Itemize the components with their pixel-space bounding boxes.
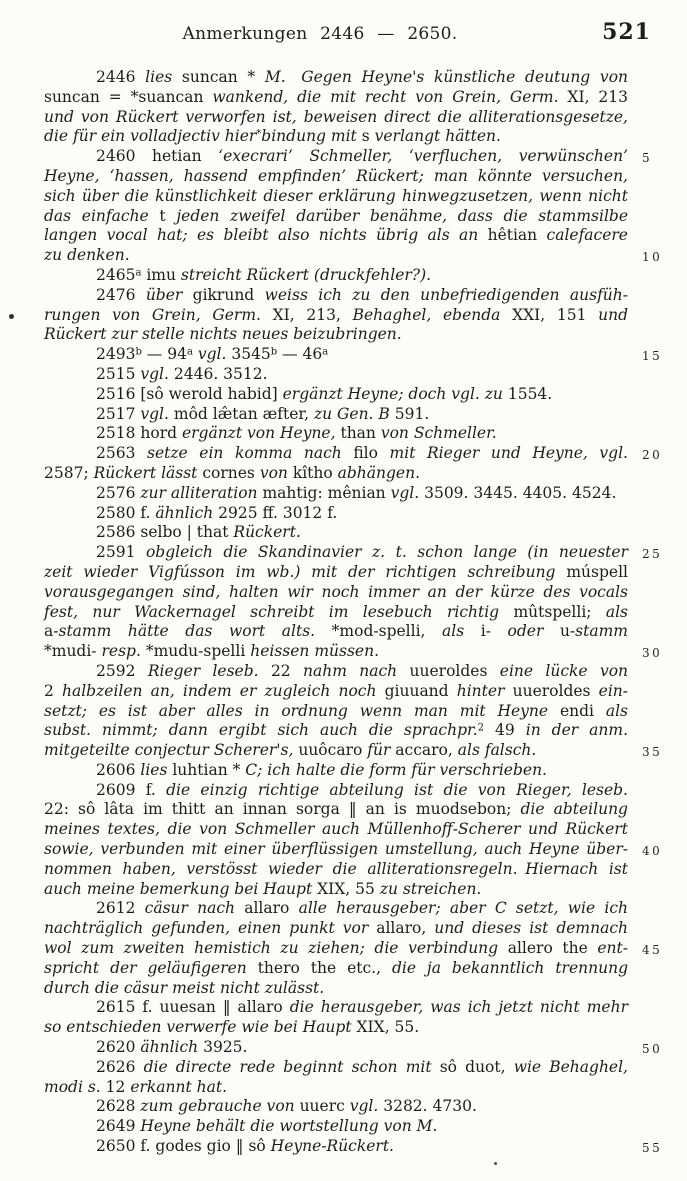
text-line: 2587; Rückert lässt cornes von kîtho abhängen. [44, 463, 421, 482]
text-line: das einfache t jeden zweifel darüber benähme, dass die stammsilbe [44, 206, 629, 225]
text-line: 2476 über gikrund weiss ich zu den unbefriedigenden ausfüh- [96, 285, 629, 304]
text-line: und von Rückert verworfen ist, beweisen direct die alliterationsgesetze, [44, 107, 628, 126]
page-number: 521 [602, 19, 651, 45]
text-line: subst. nimmt; dann ergibt sich auch die sprachpr.$^2$ 49 in der anm. [44, 721, 628, 740]
margin-line-number: 5 [642, 151, 653, 166]
running-head: Anmerkungen 2446 — 2650. [182, 24, 458, 44]
text-line: 2606 lies luhtian * C; ich halte die form für verschrieben. [96, 760, 547, 779]
text-line: 2580 f. ähnlich 2925 ff. 3012 f. [96, 503, 338, 522]
text-line: *mudi- resp. *mudu-spelli heissen müssen. 30 [44, 642, 628, 662]
margin-line-number: 15 [642, 349, 663, 364]
text-line: zu denken. 10 [44, 246, 628, 266]
margin-line-number: 25 [642, 547, 663, 562]
text-line: a-stamm hätte das wort alts. *mod-spelli, als i- oder u-stamm [44, 622, 628, 641]
text-line: 2576 zur alliteration mahtig: mênian vgl. 3509. 3445. 4405. 4524. [96, 483, 617, 502]
margin-line-number: 20 [642, 448, 663, 463]
text-line: 2446 lies suncan * M. Gegen Heyne's künstliche deutung von [96, 68, 629, 86]
ink-speck [494, 1162, 497, 1165]
text-line: so entschieden verwerfe wie bei Haupt XIX, 55. [44, 1018, 420, 1037]
text-line: 2615 f. uuesan ‖ allaro die herausgeber, was ich jetzt nicht mehr [96, 998, 628, 1017]
text-line: 2626 die directe rede beginnt schon mit sô duot, wie Behaghel, [96, 1057, 628, 1076]
text-line: fest, nur Wackernagel schreibt im lesebuch richtig mûtspelli; als [44, 602, 628, 621]
text-line: 22: sô lâta im thitt an innan sorga ‖ an is muodsebon; die abteilung [44, 800, 628, 819]
text-line: spricht der geläufigeren thero the etc., die ja bekanntlich trennung [44, 958, 628, 977]
text-line: meines textes, die von Schmeller auch Müllenhoff-Scherer und Rückert [44, 820, 628, 839]
text-line: Heyne, ‘hassen, hassend empfinden’ Rückert; man könnte versuchen, [44, 166, 628, 185]
text-line: zeit wieder Vigfússon im wb.) mit der richtigen schreibung múspell [44, 562, 628, 581]
text-line: 2493$^b$ — 94$^a$ vgl. 3545$^b$ — 46$^a$ 15 [44, 345, 628, 365]
margin-bullet [9, 314, 14, 319]
margin-line-number: 55 [642, 1141, 663, 1156]
text-line: 2620 ähnlich 3925. 50 [44, 1038, 628, 1058]
margin-line-number: 40 [642, 844, 663, 859]
text-line: sowie, verbunden mit einer überflüssigen umstellung, auch Heyne über- 40 [44, 840, 628, 860]
text-line: suncan = *suancan wankend, die mit recht von Grein, Germ. XI, 213 [44, 87, 628, 106]
margin-line-number: 30 [642, 646, 663, 661]
text-line: 2586 selbo | that Rückert. [96, 523, 301, 542]
text-line: die für ein volladjectiv hier*bindung mit s verlangt hätten. [44, 127, 501, 146]
text-line: 2517 vgl. môd læ̂tan æfter, zu Gen. B 591. [96, 404, 430, 423]
text-line: rungen von Grein, Germ. XI, 213, Behaghel, ebenda XXI, 151 und [44, 306, 628, 326]
text-line: 2563 setze ein komma nach filo mit Rieger und Heyne, vgl. 20 [44, 444, 628, 464]
text-line: vorausgegangen sind, halten wir noch immer an der kürze des vocals [44, 582, 628, 601]
text-line: 2 halbzeilen an, indem er zugleich noch giuuand hinter uueroldes ein- [44, 681, 628, 700]
text-line: 2518 hord ergänzt von Heyne, than von Schmeller. [96, 424, 497, 443]
text-line: 2515 vgl. 2446. 3512. [96, 364, 268, 383]
text-line: 2650 f. godes gio ‖ sô Heyne-Rückert. 55 [44, 1137, 628, 1157]
text-line: 2465$^a$ imu streicht Rückert (druckfehler?). [96, 265, 432, 284]
text-line: langen vocal hat; es bleibt also nichts übrig als an hêtian calefacere [44, 226, 628, 245]
margin-line-number: 10 [642, 250, 663, 265]
text-line: Rückert zur stelle nichts neues beizubringen. [44, 325, 402, 344]
text-line: sich über die künstlichkeit dieser erklärung hinwegzusetzen, wenn nicht [44, 186, 628, 205]
margin-line-number: 35 [642, 745, 663, 760]
text-line: setzt; es ist aber alles in ordnung wenn man mit Heyne endi als [44, 701, 628, 720]
page-body [44, 68, 663, 1157]
text-line: 2612 cäsur nach allaro alle herausgeber; aber C setzt, wie ich [96, 899, 628, 918]
text-line: 2592 Rieger leseb. 22 nahm nach uueroldes eine lücke von [96, 661, 629, 680]
text-line: 2609 f. die einzig richtige abteilung ist die von Rieger, leseb. [96, 780, 628, 799]
text-line: modi s. 12 erkannt hat. [44, 1077, 228, 1096]
text-line: 2460 hetian ‘execrari’ Schmeller, ‘verfluchen, verwünschen’ 5 [44, 147, 628, 167]
margin-line-number: 50 [642, 1042, 663, 1057]
text-line: nommen haben, verstösst wieder die alliterationsregeln. Hiernach ist [44, 859, 628, 878]
text-line: 2591 obgleich die Skandinavier z. t. schon lange (in neuester 25 [44, 543, 628, 563]
text-line: nachträglich gefunden, einen punkt vor allaro, und dieses ist demnach [44, 919, 629, 938]
text-line: 2649 Heyne behält die wortstellung von M. [96, 1117, 438, 1136]
text-line: auch meine bemerkung bei Haupt XIX, 55 zu streichen. [44, 879, 482, 898]
text-line: durch die cäsur meist nicht zulässt. [44, 978, 325, 997]
text-line: mitgeteilte conjectur Scherer's, uuôcaro für accaro, als falsch. 35 [44, 741, 628, 761]
margin-line-number: 45 [642, 943, 663, 958]
text-line: wol zum zweiten hemistich zu ziehen; die verbindung allero the ent- 45 [44, 939, 628, 959]
text-line: 2628 zum gebrauche von uuerc vgl. 3282. 4730. [96, 1097, 477, 1116]
text-line: 2516 [sô werold habid] ergänzt Heyne; doch vgl. zu 1554. [96, 384, 553, 403]
